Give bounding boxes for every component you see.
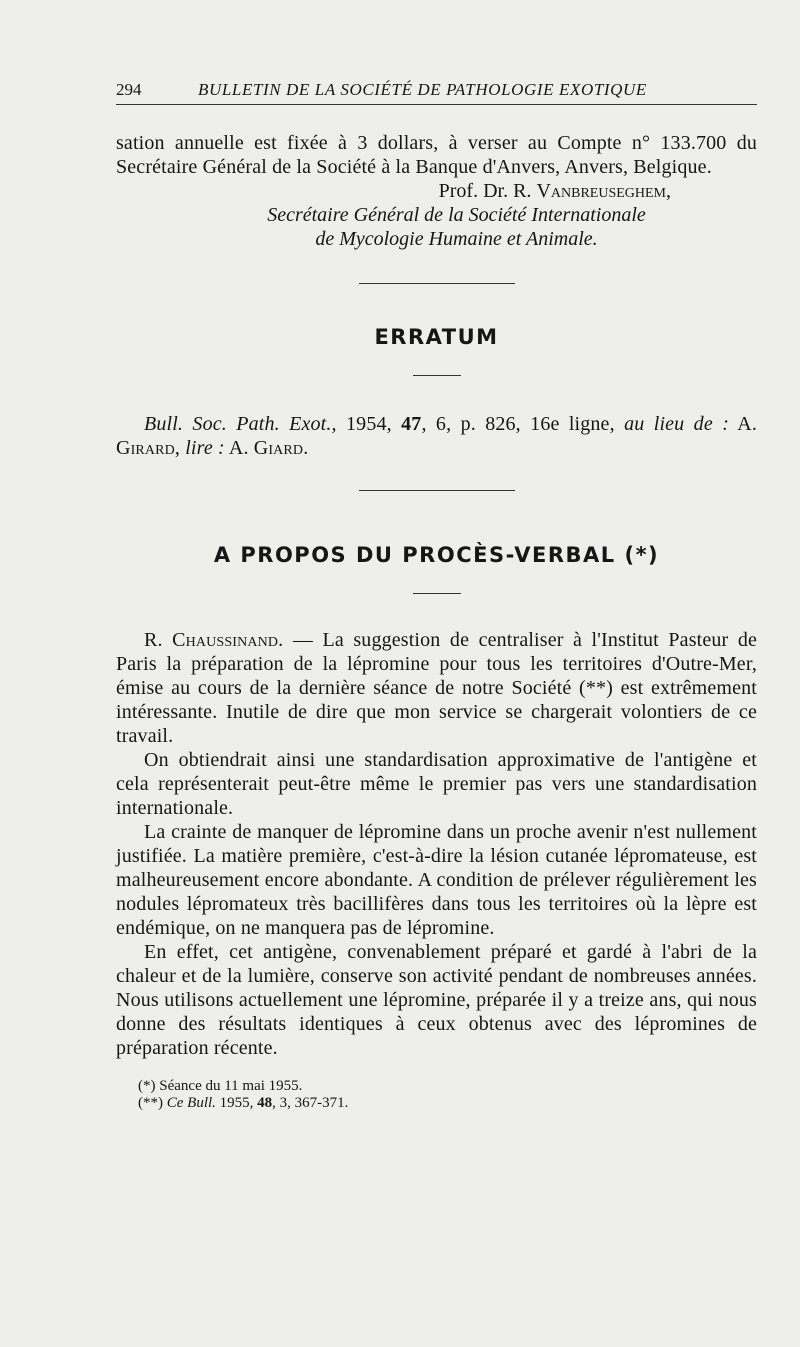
erratum-wrong-initial: A. <box>729 413 758 435</box>
proces-verbal-heading: A PROPOS DU PROCÈS-VERBAL (*) <box>213 543 660 567</box>
footnote-2 <box>138 1095 757 1112</box>
erratum-right-initial: A. <box>224 437 254 459</box>
erratum-details: , 6, p. 826, 16e ligne, <box>421 413 625 435</box>
signature-name <box>116 179 671 203</box>
running-header <box>116 80 757 105</box>
erratum-wrong-name: Girard <box>116 437 175 459</box>
paragraph-1 <box>116 628 757 748</box>
top-paragraph: sation annuelle est fixée à 3 dollars, à verser au Compte n° 133.700 du Secrétaire Général de la Société à la Banque d'Anvers, Anvers, Belgique. <box>116 132 757 178</box>
erratum-volume: 47 <box>401 413 422 435</box>
erratum-lire: lire : <box>185 437 225 459</box>
footnote-2-mark: (**) <box>138 1095 167 1111</box>
signature-title-line1: Secrétaire Général de la Société Internationale <box>267 204 646 226</box>
erratum-right-name: Giard <box>253 437 304 459</box>
footnotes <box>138 1078 757 1112</box>
footnote-2-year: 1955, <box>215 1095 258 1111</box>
paragraph-2: On obtiendrait ainsi une standardisation approximative de l'antigène et cela représenterait peut-être même le premier pas vers une standardisation internationale. <box>116 749 757 819</box>
speaker-initial: R. <box>144 629 173 651</box>
paragraph-4: En effet, cet antigène, convenablement préparé et gardé à l'abri de la chaleur et de la lumière, conserve son activité pendant de nombreuses années. Nous utilisons actuellement une lépromine, préparée il y a treize ans, qui nous donne des résultats identiques à ceux obtenus avec des lépromines de préparation récente. <box>116 941 757 1059</box>
heading-underline <box>413 593 461 594</box>
paragraph-3: La crainte de manquer de lépromine dans un proche avenir n'est nullement justifiée. La matière première, c'est-à-dire la lésion cutanée lépromateuse, est malheureusement encore abondante. A condition de prélever régulièrement les nodules lépromateux très bacillifères dans tous les territoires où la lèpre est endémique, on ne manquera pas de lépromine. <box>116 821 757 939</box>
heading-underline <box>413 375 461 376</box>
section-divider <box>359 283 515 284</box>
document-page <box>116 80 757 1112</box>
signature-title-line2: de Mycologie Humaine et Animale. <box>315 228 598 250</box>
signature-surname: Vanbreuseghem, <box>536 180 671 202</box>
erratum-journal: Bull. Soc. Path. Exot., <box>144 413 337 435</box>
section-divider <box>359 490 515 491</box>
speaker-name: Chaussinand. <box>172 629 284 651</box>
footnote-2-volume: 48 <box>257 1095 273 1111</box>
erratum-comma: , <box>174 437 186 459</box>
footnote-1-mark: (*) <box>138 1078 160 1094</box>
proces-verbal-body <box>116 628 757 1060</box>
footnote-2-journal: Ce Bull. <box>166 1095 216 1111</box>
signature-prefix: Prof. Dr. R. <box>438 180 537 202</box>
journal-title: BULLETIN DE LA SOCIÉTÉ DE PATHOLOGIE EXOTIQUE <box>198 80 647 99</box>
erratum-year: 1954, <box>336 413 402 435</box>
erratum-period: . <box>303 437 309 459</box>
erratum-au-lieu-de: au lieu de : <box>624 413 730 435</box>
footnote-1-text: Séance du 11 mai 1955. <box>159 1078 303 1094</box>
paragraph-1-text: — La suggestion de centraliser à l'Institut Pasteur de Paris la préparation de la lépromine pour tous les territoires d'Outre-Mer, émise au cours de la dernière séance de notre Société (**) est extrêmement intéressante. Inutile de dire que mon service se chargerait volontiers de ce travail. <box>116 629 757 747</box>
page-number: 294 <box>116 80 142 99</box>
footnote-2-rest: , 3, 367-371. <box>272 1095 349 1111</box>
erratum-text <box>116 412 757 460</box>
footnote-1 <box>138 1078 757 1095</box>
erratum-heading: ERRATUM <box>374 325 499 349</box>
